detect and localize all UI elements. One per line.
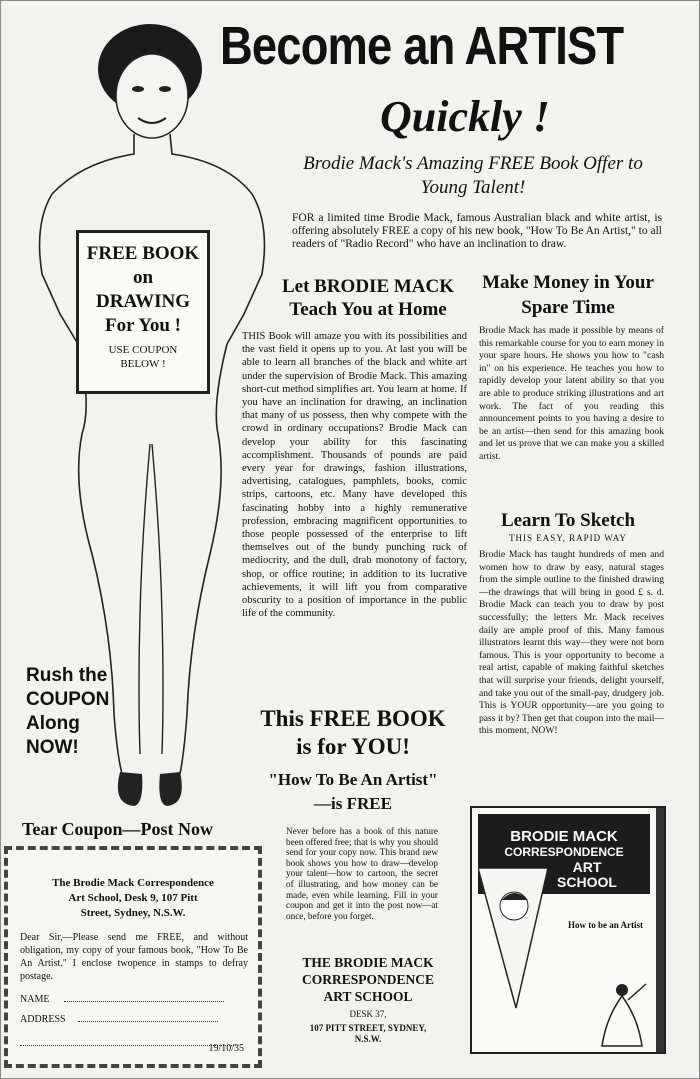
freebook-body: Never before has a book of this nature been offered free; that is why you should send for your copy now. This brand new book shows you how to draw—develop your talent—how to cartoon, the secret of illustrating, and how money can be made, even while learning. Fill in your coupon and get it into the post now—at once, before you forget. [286,826,438,921]
coupon-address-row[interactable] [20,1013,246,1027]
school-name2: CORRESPONDENCE [301,972,434,987]
intro-paragraph: FOR a limited time Brodie Mack, famous Australian black and white artist, is offering absolutely FREE a copy of his new book, "How To Be An Artist," to all readers of "Radio Record" who have an inclination to draw. [292,212,662,250]
headline-main: Become an ARTIST [220,16,624,76]
col1-heading: Let BRODIE MACK Teach You at Home [281,276,455,320]
sign-line2: on [132,267,154,288]
book-cover-line4: SCHOOL [557,874,617,890]
coupon-addr1: The Brodie Mack Correspondence [52,877,214,889]
artist-figure-icon [592,978,652,1048]
sketch-heading: Learn To Sketch [500,510,636,531]
rush-coupon-text: Rush the COUPON Along NOW! [26,665,110,758]
sign-line5: USE COUPON BELOW ! [108,344,178,370]
coupon-date: 19/10/35 [208,1043,244,1054]
school-name3: ART SCHOOL [323,989,413,1004]
coupon-addr2: Art School, Desk 9, 107 Pitt [68,892,198,904]
coupon-address-label: ADDRESS [20,1014,66,1025]
sign-line1: FREE BOOK [86,243,200,264]
book-cover-line3: ART [572,859,602,875]
book-cover-line2: CORRESPONDENCE [504,845,624,859]
school-name1: THE BRODIE MACK [302,955,434,970]
book-cover [470,806,666,1054]
coupon-box[interactable] [4,846,262,1068]
book-cover-line1: BRODIE MACK [510,828,618,845]
coupon-name-field[interactable] [64,1001,224,1002]
freebook-title1: "How To Be An Artist" [268,770,438,789]
book-cover-title: How to be an Artist [568,920,643,930]
coupon-addr3: Street, Sydney, N.S.W. [80,907,186,919]
sketch-sub: THIS EASY, RAPID WAY [509,533,627,543]
col2-heading: Make Money in Your Spare Time [482,272,654,318]
sign-line4: For You ! [105,315,181,336]
pennant-icon [478,868,558,1018]
school-address2: N.S.W. [354,1034,382,1044]
coupon-name-row[interactable] [20,993,246,1007]
freebook-line2: is for YOU! [296,734,410,759]
col2-body: Brodie Mack has made it possible by means of this remarkable course for you to earn money in your spare hours. He shows you how to "cash in" on his experience. He teaches you how to rapidly develop your latent ability so that you are able to produce striking illustrations and art work. The fact of you reading this announcement points to you having a desire to be an artist—then send for this amazing book and let us prove that we can make you a skilled artist. [479,325,664,462]
school-address1: 107 PITT STREET, SYDNEY, [309,1023,427,1033]
freebook-title2: —is FREE [314,794,392,813]
coupon-body: Dear Sir,—Please send me FREE, and without obligation, my copy of your famous book, "How To Be An Artist." I enclose twopence in stamps to defray postage. [20,932,248,982]
freebook-line1: This FREE BOOK [260,706,446,731]
subhead: Brodie Mack's Amazing FREE Book Offer to Young Talent! [303,153,643,198]
tear-coupon-heading: Tear Coupon—Post Now [22,819,214,839]
col1-body: THIS Book will amaze you with its possibilities and the vast field it opens up to you. At last you will be able to learn all branches of the black and white art under the supervision of Brodie Mack. This amazing short-cut method simplifies art. You learn at home. If you have an inclination for drawing, an inclination that many of us possess, then why compete with the crowd in ordinary occupations? Brodie Mack can develop your ability for this fascinating accomplishment. Thousands of pounds are paid every year for drawings, fashion illustrations, advertising, catalogues, pamphlets, books, comic strips, cartoons, etc. Many have developed this fascinating hobby into a highly remunerative profession, embracing magnificent opportunities to those people possessed of the enterprise to lift themselves out of the bundy punching ruck of mediocrity, and the dull, drab monotony of factory, shop, or office routine; in addition to its lucrative achievements, it will lift you from comparative obscurity to a position of importance in the public life of the community. [242,331,467,620]
sketch-body: Brodie Mack has taught hundreds of men and women how to draw by easy, natural stages from the simple outline to the finished drawing—the drawings that will bring in good £ s. d. Brodie Mack can teach you to draw by post successfully; the letters Mr. Mack receives daily are ample proof of this. Many famous illustrators learnt this way—they were not born famous. This is your opportunity to become a real artist, capable of making faithful sketches that will surprise your friends, delight yourself, and take you out of the small-pay, drudgery job. This is YOUR opportunity—are you going to pass it by? Then get that coupon into the mail—this moment, NOW! [479,549,664,737]
headline-quickly: Quickly ! [380,92,550,141]
coupon-address-field2[interactable] [20,1045,236,1046]
free-book-sign [76,230,210,394]
sign-line3: DRAWING [96,291,190,312]
coupon-name-label: NAME [20,994,50,1005]
coupon-address-field[interactable] [78,1021,218,1022]
school-desk: DESK 37, [349,1009,387,1019]
